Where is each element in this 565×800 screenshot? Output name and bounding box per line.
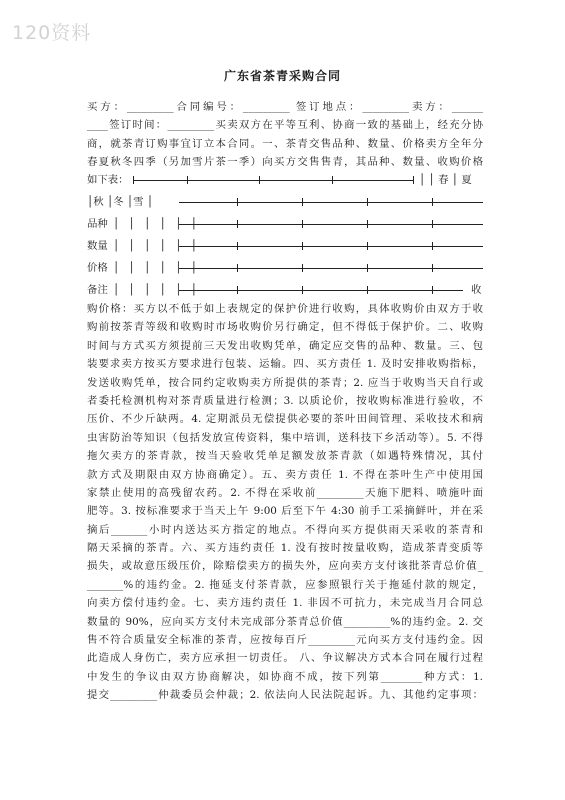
text-line: 购价格：买方以不低于如上表规定的保护价进行收购，具体收购价由双方于收: [87, 303, 483, 315]
tick: [367, 242, 368, 250]
text-line: 压价、不少斤缺两。4. 定期派员无偿提供必要的茶叶田间管理、采收技术和病: [87, 413, 483, 426]
tick: [237, 242, 238, 250]
row-rule: [179, 202, 483, 203]
text-line: 商，就茶青订购事宜订立本合同。一、茶青交售品种、数量、价格卖方全年分: [87, 137, 483, 150]
table-row: [87, 215, 483, 233]
text-line: 隔天采摘的茶青。六、买方违约责任 1. 没有按时按量收购，造成茶青变质等: [87, 542, 483, 555]
text-line: 数量的 90%，应向买方支付未完成部分茶青总价值_________%的违约金。2. 交: [87, 615, 483, 628]
tick: [367, 286, 368, 294]
text-line: 买方：_________合同编号：_________ 签订地点：_________卖方：______: [87, 101, 483, 113]
table-season-row: [87, 193, 483, 211]
text-line: _______%的违约金。2. 拖延支付茶青款，应参照银行关于拖延付款的规定，: [87, 578, 483, 591]
row-bars: │ │ │ │ │ │: [113, 240, 201, 252]
row-label: 备注: [87, 284, 108, 296]
tick: [187, 176, 188, 184]
row-label: 价格: [87, 262, 108, 274]
season-header-right: │ │ 春 │ 夏: [419, 174, 472, 186]
text-line: 春夏秋冬四季（另加雪片茶一季）向买方交售售青，其品种、数量、收购价格: [87, 156, 483, 169]
row-bars: │ │ │ │ │ │: [113, 262, 201, 274]
tick: [432, 264, 433, 272]
row-bars: │ │ │ │ │ │: [113, 284, 201, 296]
table-end-mark: 收: [471, 284, 482, 296]
text-line: 家禁止使用的高残留农药。2. 不得在采收前_________天施下肥料、喷施叶面: [87, 486, 483, 499]
tick: [432, 286, 433, 294]
season-header-left: │秋 │冬 │雪 │: [87, 196, 154, 208]
tick: [133, 176, 134, 184]
text-line: 者委托检测机构对茶青质量进行检测；3. 以质论价，按收购标准进行验收，不: [87, 394, 483, 407]
text-line: 售不符合质量安全标准的茶青，应按每百斤_________元向买方支付违约金。因: [87, 634, 483, 647]
tick: [302, 286, 303, 294]
tick: [367, 220, 368, 228]
tick: [259, 176, 260, 184]
text-line: 提交_________仲裁委员会仲裁；2. 依法向人民法院起诉。九、其他约定事项：: [87, 689, 483, 702]
text-line: 款方式及期限由双方协商确定）。五、卖方责任 1. 不得在茶叶生产中使用国: [87, 468, 483, 481]
text-line: 购前按茶青等级和收购时市场收购价另行确定，但不得低于保护价。二、收购: [87, 321, 483, 334]
tick: [413, 176, 414, 184]
price-table: [87, 171, 483, 301]
tick: [367, 198, 368, 206]
table-header-row: [87, 171, 483, 189]
watermark: 120资料: [12, 22, 92, 44]
tick: [432, 220, 433, 228]
tick: [432, 242, 433, 250]
row-label: 品种: [87, 218, 108, 230]
row-rule: [179, 224, 483, 225]
text-line: 装要求卖方按买方要求进行包装、运输。四、买方责任 1. 及时安排收购指标，: [87, 358, 483, 371]
text-line: 中发生的争议由双方协商解决，如协商不成，按下列第________种方式：1.: [87, 670, 483, 683]
tick: [302, 198, 303, 206]
text-line: 时间与方式买方须提前三天发出收购凭单，确定应交售的品种、数量。三、包: [87, 339, 483, 352]
tick: [237, 220, 238, 228]
table-row: [87, 237, 483, 255]
text-line: 此造成人身伤亡，卖方应承担一切责任。 八、争议解决方式本合同在履行过程: [87, 652, 483, 665]
text-line: 拖欠卖方的茶青款，按当天验收凭单足额发放茶青款（如遇特殊情况，其付: [87, 450, 483, 463]
table-row: [87, 259, 483, 277]
tick: [237, 198, 238, 206]
table-row: [87, 281, 483, 299]
contract-terms: [87, 300, 483, 705]
tick: [302, 242, 303, 250]
row-rule: [179, 268, 483, 269]
text-line: 发送收购凭单，按合同约定收购卖方所提供的茶青；2. 应当于收购当天自行或: [87, 376, 483, 389]
tick: [432, 198, 433, 206]
header-rule: [133, 180, 413, 181]
text-line: 向卖方偿付违约金。七、卖方违约责任 1. 非因不可抗力，未完成当月合同总: [87, 597, 483, 610]
text-line: 摘后_______小时内送达买方指定的地点。不得向买方提供雨天采收的茶青和: [87, 523, 483, 536]
row-rule: [179, 290, 463, 291]
tick: [237, 286, 238, 294]
table-intro: 如下表：: [87, 174, 129, 186]
text-line: 损失，或故意压级压价，除赔偿卖方的损失外，应向卖方支付该批茶青总价值_: [87, 560, 483, 573]
tick: [332, 176, 333, 184]
tick: [302, 220, 303, 228]
row-rule: [179, 246, 483, 247]
text-line: ____签订时间：_________买卖双方在平等互利、协商一致的基础上，经充分协: [87, 119, 483, 132]
tick: [367, 264, 368, 272]
contract-intro: [87, 98, 483, 172]
row-label: 数量: [87, 240, 108, 252]
row-bars: │ │ │ │ │ │: [113, 218, 201, 230]
tick: [302, 264, 303, 272]
tick: [237, 264, 238, 272]
text-line: 虫害防治等知识（包括发放宣传资料，集中培训，送科技下乡活动等）。5. 不得: [87, 431, 483, 444]
text-line: 肥等。3. 按标准要求于当天上午 9:00 后至下午 4:30 前手工采摘鲜叶，并在采: [87, 505, 483, 518]
page-title: 广东省茶青采购合同: [223, 69, 341, 83]
